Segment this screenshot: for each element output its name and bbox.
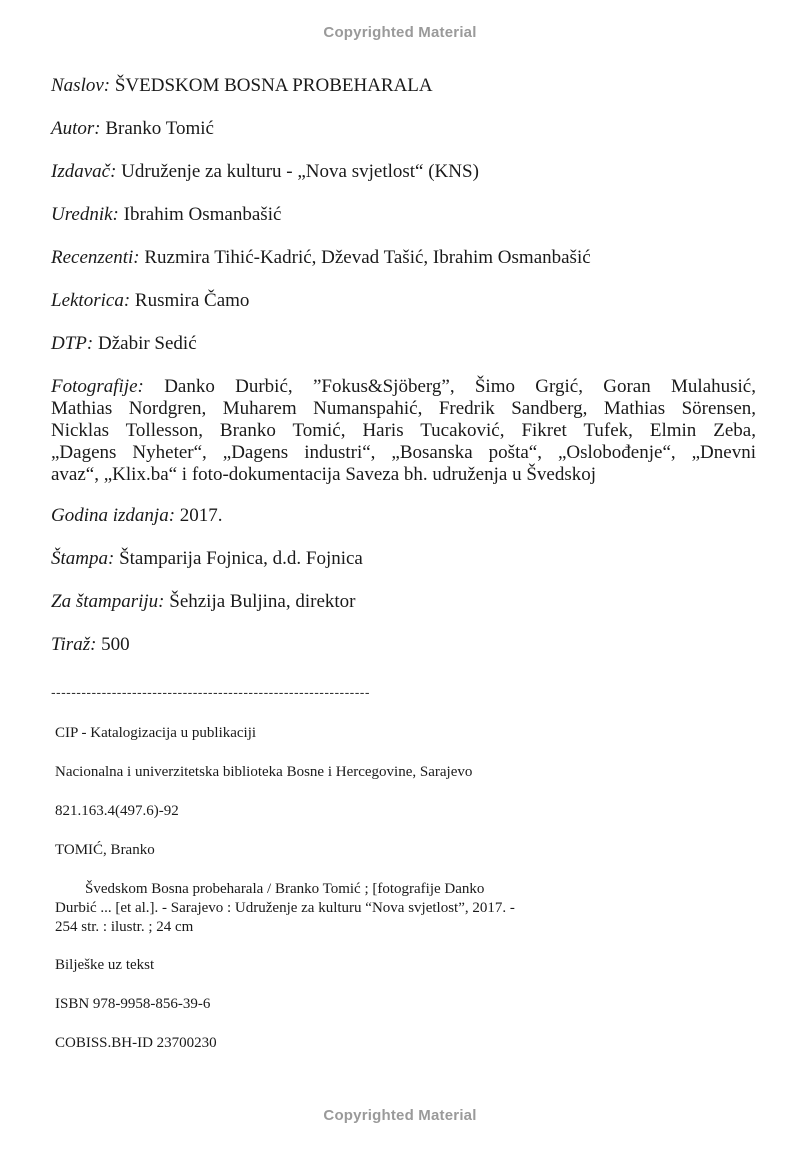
cip-isbn: ISBN 978-9958-856-39-6 bbox=[55, 996, 211, 1012]
field-label: Izdavač: bbox=[51, 161, 117, 182]
photos-line: „Dagens Nyheter“, „Dagens industri“, „Bosanska pošta“, „Oslobođenje“, „Dnevni bbox=[51, 442, 756, 463]
field-value: Branko Tomić bbox=[105, 118, 214, 139]
field-value: Udruženje za kulturu - „Nova svjetlost“ (KNS) bbox=[121, 161, 479, 182]
field-editor bbox=[51, 204, 756, 226]
field-year bbox=[51, 505, 756, 527]
field-value: 500 bbox=[101, 634, 130, 655]
field-proofreader bbox=[51, 290, 756, 312]
photos-credits bbox=[51, 376, 756, 486]
field-photos bbox=[51, 376, 756, 486]
field-label: Urednik: bbox=[51, 204, 119, 225]
photos-line: Mathias Nordgren, Muharem Numanspahić, Fredrik Sandberg, Mathias Sörensen, bbox=[51, 398, 756, 419]
field-label: Fotografije: bbox=[51, 376, 144, 397]
field-print bbox=[51, 548, 756, 570]
field-value: Ruzmira Tihić-Kadrić, Dževad Tašić, Ibrahim Osmanbašić bbox=[144, 247, 591, 268]
copyright-watermark-bottom: Copyrighted Material bbox=[323, 1107, 477, 1124]
dashed-separator: --------------------------------------------------------------- bbox=[51, 684, 370, 700]
photos-line: Nicklas Tollesson, Branko Tomić, Haris Tucaković, Fikret Tufek, Elmin Zeba, bbox=[51, 420, 756, 441]
field-value: Štamparija Fojnica, d.d. Fojnica bbox=[119, 548, 363, 569]
field-value: Ibrahim Osmanbašić bbox=[123, 204, 282, 225]
field-label: Tiraž: bbox=[51, 634, 97, 655]
photos-line-text: Danko Durbić, ”Fokus&Sjöberg”, Šimo Grgić, Goran Mulahusić, bbox=[164, 376, 756, 397]
field-print-run bbox=[51, 634, 756, 656]
cip-record bbox=[55, 724, 615, 1073]
imprint-block bbox=[51, 75, 756, 677]
field-reviewers bbox=[51, 247, 756, 269]
field-label: Za štampariju: bbox=[51, 591, 165, 612]
field-value: Rusmira Čamo bbox=[134, 290, 250, 311]
field-label: Recenzenti: bbox=[51, 247, 140, 268]
field-title bbox=[51, 75, 756, 97]
field-for-printer bbox=[51, 591, 756, 613]
field-value: Šehzija Buljina, direktor bbox=[169, 591, 356, 612]
cip-library: Nacionalna i univerzitetska biblioteka Bosne i Hercegovine, Sarajevo bbox=[55, 764, 473, 780]
field-author bbox=[51, 118, 756, 140]
field-value: ŠVEDSKOM BOSNA PROBEHARALA bbox=[114, 75, 433, 96]
field-label: Štampa: bbox=[51, 548, 115, 569]
cip-author: TOMIĆ, Branko bbox=[55, 842, 155, 858]
field-dtp bbox=[51, 333, 756, 355]
cip-entry-line: 254 str. : ilustr. ; 24 cm bbox=[55, 919, 194, 935]
photos-line bbox=[51, 376, 756, 398]
cip-entry-line: Durbić ... [et al.]. - Sarajevo : Udruženje za kulturu “Nova svjetlost”, 2017. - bbox=[55, 900, 515, 916]
cip-cobiss: COBISS.BH-ID 23700230 bbox=[55, 1035, 217, 1051]
cip-entry-line: Švedskom Bosna probeharala / Branko Tomić ; [fotografije Danko bbox=[85, 881, 485, 897]
cip-notes: Bilješke uz tekst bbox=[55, 957, 155, 973]
field-label: DTP: bbox=[51, 333, 94, 354]
photos-line: avaz“, „Klix.ba“ i foto-dokumentacija Saveza bh. udruženja u Švedskoj bbox=[51, 464, 596, 485]
field-value: 2017. bbox=[179, 505, 223, 526]
cip-entry bbox=[55, 880, 615, 937]
field-label: Lektorica: bbox=[51, 290, 131, 311]
field-label: Godina izdanja: bbox=[51, 505, 176, 526]
field-value: Džabir Sedić bbox=[97, 333, 197, 354]
field-label: Naslov: bbox=[51, 75, 111, 96]
field-label: Autor: bbox=[51, 118, 101, 139]
cip-udc: 821.163.4(497.6)-92 bbox=[55, 803, 179, 819]
field-publisher bbox=[51, 161, 756, 183]
cip-heading: CIP - Katalogizacija u publikaciji bbox=[55, 725, 257, 741]
copyright-watermark-top: Copyrighted Material bbox=[323, 24, 477, 41]
